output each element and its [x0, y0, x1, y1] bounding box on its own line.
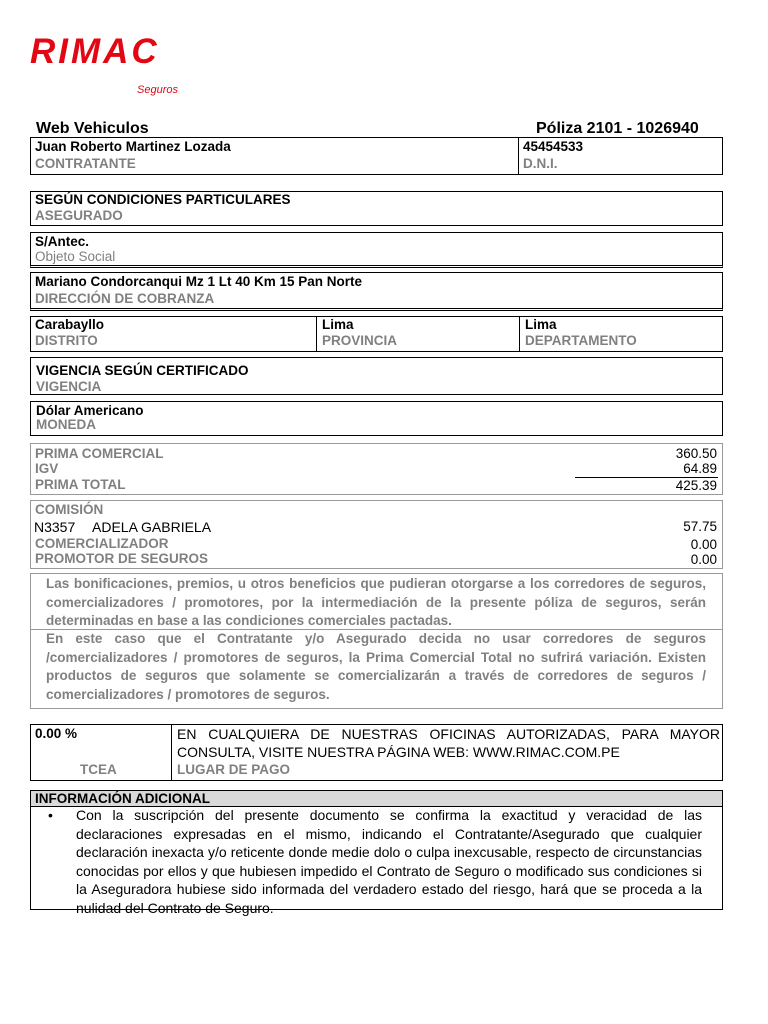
- contratante-name: Juan Roberto Martinez Lozada: [35, 139, 231, 154]
- provincia-label: PROVINCIA: [322, 333, 398, 348]
- comision-label: COMISIÓN: [35, 502, 104, 517]
- moneda-value: Dólar Americano: [36, 403, 144, 418]
- rimac-logo: RIMAC: [30, 32, 160, 71]
- info-header: INFORMACIÓN ADICIONAL: [30, 790, 723, 807]
- comercializador-label: COMERCIALIZADOR: [35, 536, 169, 551]
- info-bullet-text: Con la suscripción del presente documento se confirma la exactitud y veracidad de las declaraciones expresadas en el mismo, indicando el Contratante/Asegurado que cualquier declaración inexacta y/o reticente donde medie dolo o culpa inexcusable, respecto de circunstancias conocidas por ellos y que hubiesen impedido el Contrato de Seguro o modificado sus condiciones si la Aseguradora hubiese sido informada del verdadero estado del riesgo, hará que se proceda a la nulidad del Contrato de Seguro.: [76, 807, 702, 916]
- contratante-divider: [518, 137, 519, 175]
- distrito-value: Carabayllo: [35, 317, 105, 332]
- ubicacion-divider-1: [316, 316, 317, 352]
- objeto-value: S/Antec.: [35, 234, 90, 249]
- moneda-label: MONEDA: [36, 417, 96, 432]
- comision-name: ADELA GABRIELA: [92, 519, 212, 535]
- departamento-label: DEPARTAMENTO: [525, 333, 637, 348]
- asegurado-value: SEGÚN CONDICIONES PARTICULARES: [35, 192, 291, 207]
- objeto-box: [30, 232, 723, 268]
- prima-total-value: 425.39: [675, 478, 717, 493]
- dni-label: D.N.I.: [523, 156, 558, 171]
- policy-number: Póliza 2101 - 1026940: [536, 120, 699, 137]
- prima-comercial-value: 360.50: [675, 446, 717, 461]
- comercializador-value: 0.00: [690, 537, 717, 552]
- objeto-label: Objeto Social: [35, 249, 116, 264]
- document-title: Web Vehiculos: [36, 120, 149, 137]
- logo-subtitle: Seguros: [137, 84, 178, 96]
- comision-amount: 57.75: [683, 519, 717, 534]
- igv-label: IGV: [35, 461, 59, 476]
- pago-divider: [171, 724, 172, 781]
- distrito-label: DISTRITO: [35, 333, 98, 348]
- tcea-value: 0.00 %: [35, 726, 78, 741]
- lugar-pago-label: LUGAR DE PAGO: [177, 762, 291, 777]
- notes-paragraph-2: En este caso que el Contratante y/o Asegurado decida no usar corredores de seguros /comercializadores / promotores de seguros, la Prima Comercial Total no sufrirá variación. Existen productos de seguros que solamente se comercializarán a través de corredores de seguros / comercializadores / promotores de seguros.: [46, 631, 706, 702]
- provincia-value: Lima: [322, 317, 354, 332]
- asegurado-label: ASEGURADO: [35, 208, 123, 223]
- departamento-value: Lima: [525, 317, 557, 332]
- tcea-label: TCEA: [80, 762, 117, 777]
- dni-value: 45454533: [523, 139, 584, 154]
- vigencia-label: VIGENCIA: [36, 379, 102, 394]
- direccion-value: Mariano Condorcanqui Mz 1 Lt 40 Km 15 Pan Norte: [35, 274, 363, 289]
- contratante-label: CONTRATANTE: [35, 156, 136, 171]
- prima-total-label: PRIMA TOTAL: [35, 477, 126, 492]
- igv-value: 64.89: [683, 461, 717, 476]
- promotor-value: 0.00: [690, 552, 717, 567]
- direccion-label: DIRECCIÓN DE COBRANZA: [35, 291, 215, 306]
- promotor-label: PROMOTOR DE SEGUROS: [35, 551, 209, 566]
- vigencia-value: VIGENCIA SEGÚN CERTIFICADO: [36, 363, 249, 378]
- comision-code: N3357: [34, 519, 76, 535]
- lugar-pago-text: EN CUALQUIERA DE NUESTRAS OFICINAS AUTORIZADAS, PARA MAYOR CONSULTA, VISITE NUESTRA PÁGINA WEB: WWW.RIMAC.COM.PE: [177, 726, 720, 760]
- bullet-icon: •: [48, 807, 53, 823]
- ubicacion-divider-2: [519, 316, 520, 352]
- prima-comercial-label: PRIMA COMERCIAL: [35, 446, 164, 461]
- notes-paragraph-1: Las bonificaciones, premios, u otros beneficios que pudieran otorgarse a los corredores de seguros, comercializadores / promotores, por la intermediación de la presente póliza de seguros, serán determinadas en base a las condiciones comerciales pactadas.: [46, 576, 706, 628]
